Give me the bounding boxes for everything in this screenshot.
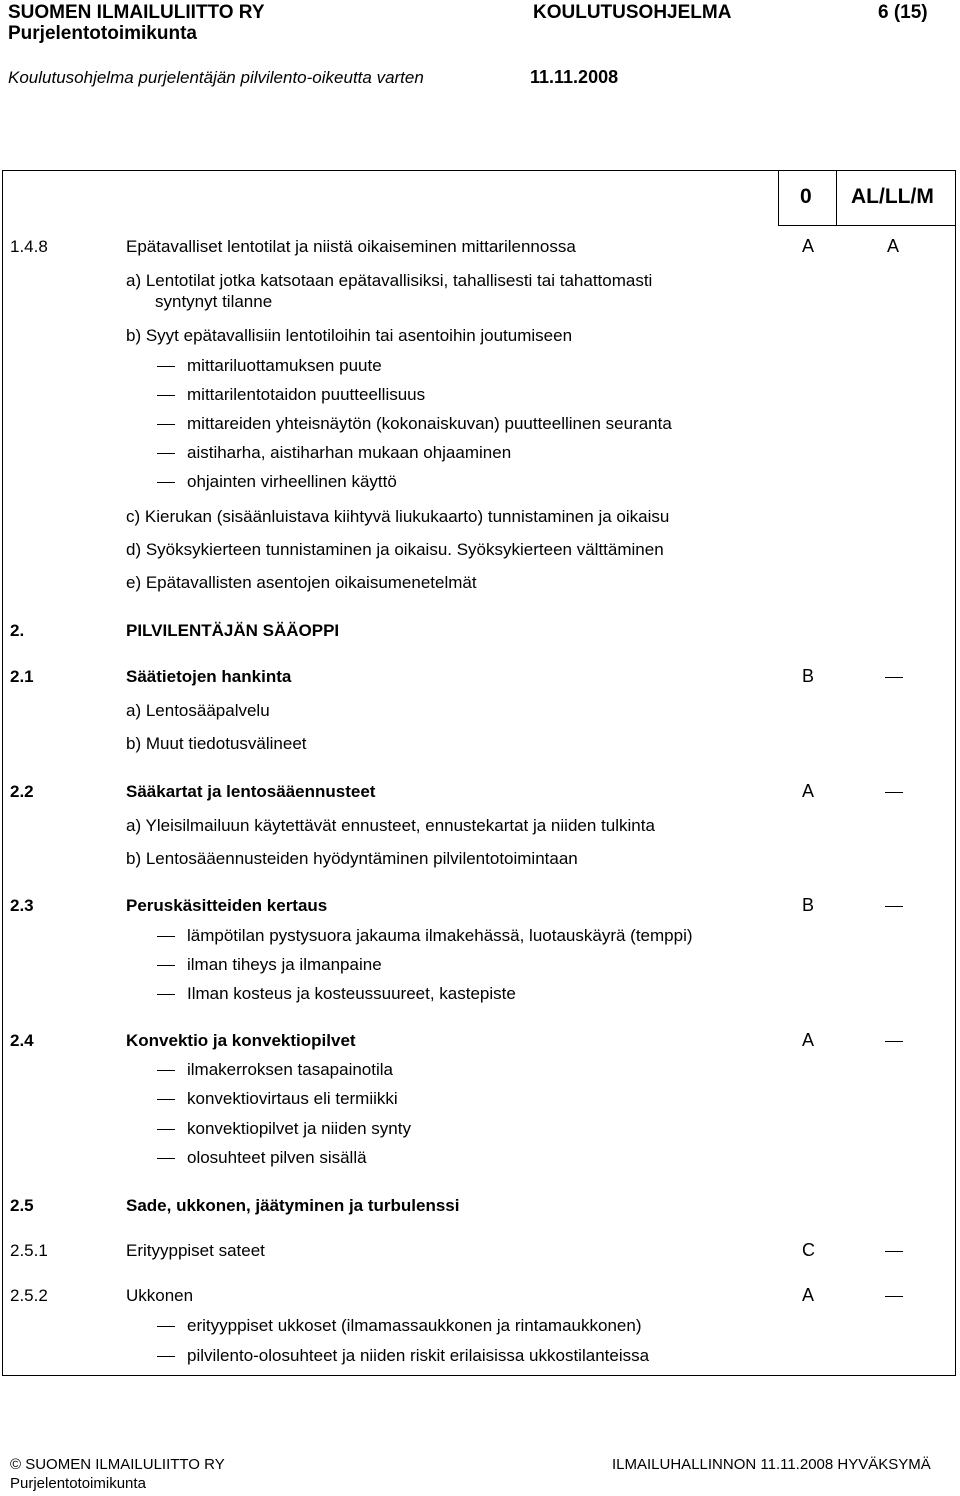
list-item: ilmakerroksen tasapainotila: [187, 1060, 393, 1079]
level-col1: C: [802, 1240, 815, 1260]
list-item: b) Syyt epätavallisiin lentotiloihin tai asentoihin joutumiseen: [126, 326, 573, 345]
bullet-dash: [157, 1129, 175, 1130]
level-col2-dash: [885, 1296, 903, 1297]
list-item: ilman tiheys ja ilmanpaine: [187, 955, 382, 974]
section-number: 2.5.1: [10, 1241, 48, 1260]
section-number: 2.3: [10, 896, 34, 915]
bullet-dash: [157, 482, 175, 483]
list-item: konvektiovirtaus eli termiikki: [187, 1089, 398, 1108]
list-item: erityyppiset ukkoset (ilmamassaukkonen ja rintamaukkonen): [187, 1316, 642, 1335]
list-item: a) Yleisilmailuun käytettävät ennusteet, ennustekartat ja niiden tulkinta: [126, 816, 655, 835]
list-item: mittarilentotaidon puutteellisuus: [187, 385, 426, 404]
bullet-dash: [157, 366, 175, 367]
level-col1: A: [802, 236, 815, 256]
document-subtitle: Koulutusohjelma purjelentäjän pilvilento-oikeutta varten: [8, 68, 424, 87]
list-item: a) Lentotilat jotka katsotaan epätavallisiksi, tahallisesti tai tahattomasti: [126, 271, 653, 290]
page-number: 6 (15): [878, 2, 928, 23]
section-title: Erityyppiset sateet: [126, 1241, 265, 1260]
section-title: Epätavalliset lentotilat ja niistä oikaiseminen mittarilennossa: [126, 237, 576, 256]
section-title: Peruskäsitteiden kertaus: [126, 896, 328, 915]
section-number: 1.4.8: [10, 237, 48, 256]
section-title: Säätietojen hankinta: [126, 667, 292, 686]
bullet-dash: [157, 936, 175, 937]
bullet-dash: [157, 1070, 175, 1071]
column-divider-left: [778, 170, 779, 226]
list-item: lämpötilan pystysuora jakauma ilmakehässä, luotauskäyrä (temppi): [187, 926, 693, 945]
level-col2: A: [887, 236, 900, 256]
column-header-al-ll-m: AL/LL/M: [851, 185, 934, 208]
list-item: mittariluottamuksen puute: [187, 356, 382, 375]
org-name: SUOMEN ILMAILULIITTO RY: [8, 2, 265, 23]
bullet-dash: [157, 994, 175, 995]
section-title: Konvektio ja konvektiopilvet: [126, 1031, 356, 1050]
header-row-divider: [778, 225, 956, 226]
section-title: Ukkonen: [126, 1286, 194, 1305]
footer-approval: ILMAILUHALLINNON 11.11.2008 HYVÄKSYMÄ: [612, 1456, 931, 1473]
list-item: mittareiden yhteisnäytön (kokonaiskuvan) puutteellinen seuranta: [187, 414, 672, 433]
column-header-0: 0: [800, 185, 812, 208]
bullet-dash: [157, 1099, 175, 1100]
list-item: c) Kierukan (sisäänluistava kiihtyvä liukukaarto) tunnistaminen ja oikaisu: [126, 507, 670, 526]
department: Purjelentotoimikunta: [8, 23, 197, 44]
bullet-dash: [157, 1158, 175, 1159]
list-item: syntynyt tilanne: [155, 292, 273, 311]
level-col1: B: [802, 895, 815, 915]
list-item: ohjainten virheellinen käyttö: [187, 472, 397, 491]
level-col1: A: [802, 1030, 815, 1050]
section-number: 2.: [10, 621, 25, 640]
section-title: Sade, ukkonen, jäätyminen ja turbulenssi: [126, 1196, 460, 1215]
section-number: 2.5: [10, 1196, 34, 1215]
level-col2-dash: [885, 677, 903, 678]
program-title: KOULUTUSOHJELMA: [533, 2, 732, 23]
column-divider-right: [836, 170, 837, 226]
list-item: pilvilento-olosuhteet ja niiden riskit erilaisissa ukkostilanteissa: [187, 1346, 650, 1365]
list-item: b) Muut tiedotusvälineet: [126, 734, 307, 753]
section-number: 2.4: [10, 1031, 34, 1050]
bullet-dash: [157, 424, 175, 425]
list-item: e) Epätavallisten asentojen oikaisumenetelmät: [126, 573, 477, 592]
list-item: olosuhteet pilven sisällä: [187, 1148, 367, 1167]
level-col1: A: [802, 1285, 815, 1305]
bullet-dash: [157, 395, 175, 396]
section-title: PILVILENTÄJÄN SÄÄOPPI: [126, 621, 340, 640]
level-col2-dash: [885, 1041, 903, 1042]
bullet-dash: [157, 965, 175, 966]
bullet-dash: [157, 1326, 175, 1327]
footer-copyright: © SUOMEN ILMAILULIITTO RY: [10, 1456, 225, 1473]
section-title: Sääkartat ja lentosääennusteet: [126, 782, 376, 801]
section-number: 2.5.2: [10, 1286, 48, 1305]
level-col2-dash: [885, 906, 903, 907]
section-number: 2.2: [10, 782, 34, 801]
list-item: b) Lentosääennusteiden hyödyntäminen pilvilentotoimintaan: [126, 849, 578, 868]
list-item: konvektiopilvet ja niiden synty: [187, 1119, 411, 1138]
document-date: 11.11.2008: [530, 67, 619, 87]
level-col1: B: [802, 666, 815, 686]
section-number: 2.1: [10, 667, 34, 686]
footer-department: Purjelentotoimikunta: [10, 1475, 146, 1492]
level-col1: A: [802, 781, 815, 801]
level-col2-dash: [885, 1251, 903, 1252]
level-col2-dash: [885, 792, 903, 793]
list-item: aistiharha, aistiharhan mukaan ohjaaminen: [187, 443, 512, 462]
list-item: a) Lentosääpalvelu: [126, 701, 270, 720]
bullet-dash: [157, 453, 175, 454]
bullet-dash: [157, 1356, 175, 1357]
list-item: Ilman kosteus ja kosteussuureet, kastepiste: [187, 984, 516, 1003]
list-item: d) Syöksykierteen tunnistaminen ja oikaisu. Syöksykierteen välttäminen: [126, 540, 664, 559]
